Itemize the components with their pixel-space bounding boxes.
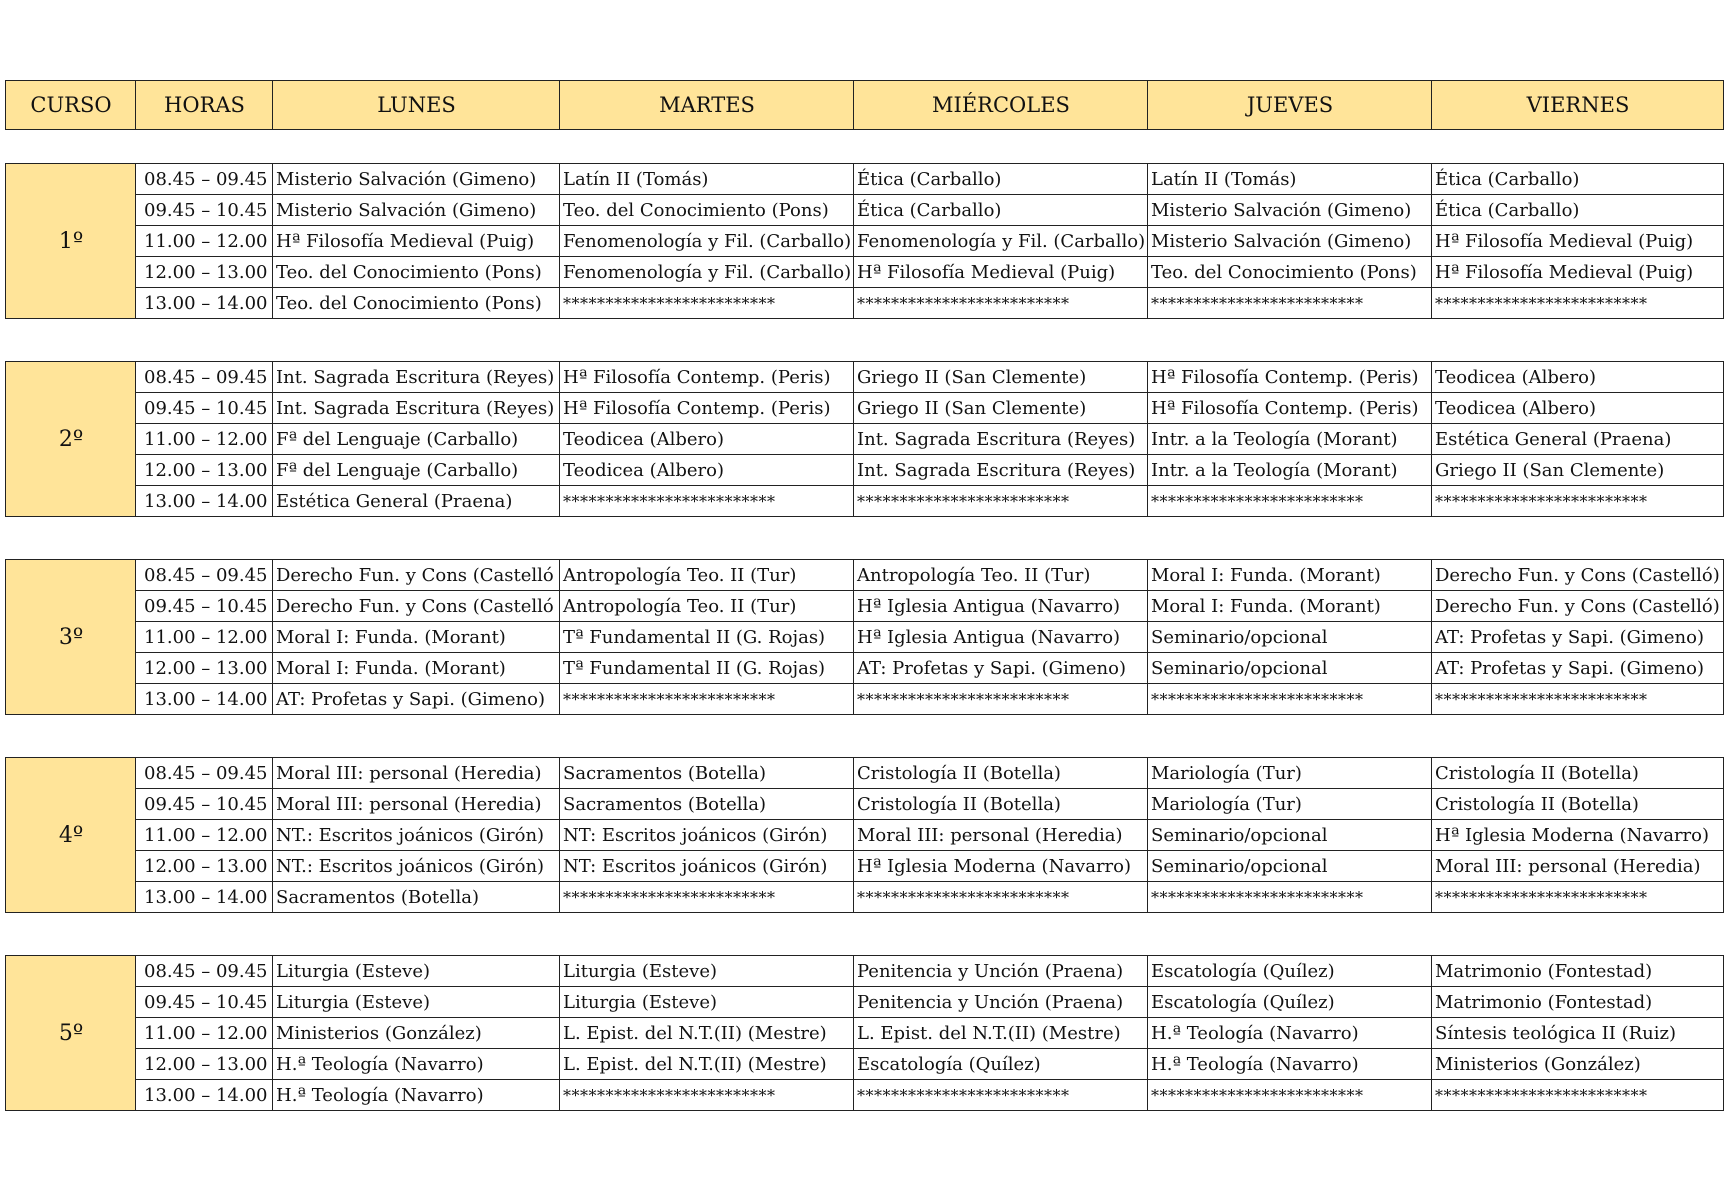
class-cell-martes: Liturgia (Esteve) [560,987,854,1018]
schedule-row [6,288,1724,319]
class-cell-lunes: Hª Filosofía Medieval (Puig) [273,226,560,257]
class-cell-jueves: Misterio Salvación (Gimeno) [1148,195,1432,226]
schedule-row [6,591,1724,622]
class-cell-lunes: Fª del Lenguaje (Carballo) [273,424,560,455]
class-cell-lunes: NT.: Escritos joánicos (Girón) [273,851,560,882]
course-label: 5º [6,956,136,1111]
class-cell-jueves: H.ª Teología (Navarro) [1148,1049,1432,1080]
class-cell-martes: ************************* [560,882,854,913]
schedule-row [6,560,1724,591]
class-cell-viernes: Ética (Carballo) [1432,164,1724,195]
class-cell-viernes: Estética General (Praena) [1432,424,1724,455]
class-cell-jueves: Moral I: Funda. (Morant) [1148,560,1432,591]
class-cell-miercoles: Ética (Carballo) [854,195,1148,226]
class-cell-martes: L. Epist. del N.T.(II) (Mestre) [560,1049,854,1080]
class-cell-martes: Antropología Teo. II (Tur) [560,560,854,591]
class-cell-lunes: Moral III: personal (Heredia) [273,758,560,789]
course-table-4 [5,757,1724,913]
class-cell-jueves: ************************* [1148,882,1432,913]
time-slot: 13.00 – 14.00 [136,882,273,913]
header-miercoles: MIÉRCOLES [854,81,1148,130]
class-cell-jueves: Mariología (Tur) [1148,789,1432,820]
class-cell-miercoles: L. Epist. del N.T.(II) (Mestre) [854,1018,1148,1049]
class-cell-jueves: Seminario/opcional [1148,851,1432,882]
class-cell-jueves: ************************* [1148,288,1432,319]
schedule-row [6,851,1724,882]
class-cell-lunes: Teo. del Conocimiento (Pons) [273,257,560,288]
schedule-row [6,455,1724,486]
class-cell-miercoles: Int. Sagrada Escritura (Reyes) [854,455,1148,486]
class-cell-martes: Latín II (Tomás) [560,164,854,195]
time-slot: 08.45 – 09.45 [136,956,273,987]
class-cell-viernes: ************************* [1432,684,1724,715]
schedule-row [6,164,1724,195]
time-slot: 09.45 – 10.45 [136,987,273,1018]
course-table-3 [5,559,1724,715]
schedule-row [6,622,1724,653]
time-slot: 13.00 – 14.00 [136,1080,273,1111]
class-cell-jueves: Teo. del Conocimiento (Pons) [1148,257,1432,288]
class-cell-miercoles: Fenomenología y Fil. (Carballo) [854,226,1148,257]
class-cell-lunes: NT.: Escritos joánicos (Girón) [273,820,560,851]
course-label: 4º [6,758,136,913]
schedule-row [6,257,1724,288]
class-cell-martes: Tª Fundamental II (G. Rojas) [560,622,854,653]
class-cell-lunes: Derecho Fun. y Cons (Castelló [273,591,560,622]
class-cell-jueves: ************************* [1148,486,1432,517]
class-cell-viernes: Hª Filosofía Medieval (Puig) [1432,257,1724,288]
schedule-row [6,1049,1724,1080]
time-slot: 12.00 – 13.00 [136,455,273,486]
class-cell-miercoles: ************************* [854,1080,1148,1111]
schedule-row [6,987,1724,1018]
schedule-row [6,653,1724,684]
class-cell-viernes: Cristología II (Botella) [1432,789,1724,820]
header-curso: CURSO [6,81,136,130]
schedule-row [6,1018,1724,1049]
class-cell-miercoles: Antropología Teo. II (Tur) [854,560,1148,591]
class-cell-jueves: Intr. a la Teología (Morant) [1148,455,1432,486]
class-cell-martes: ************************* [560,684,854,715]
time-slot: 09.45 – 10.45 [136,195,273,226]
class-cell-lunes: Estética General (Praena) [273,486,560,517]
class-cell-viernes: Ética (Carballo) [1432,195,1724,226]
time-slot: 12.00 – 13.00 [136,1049,273,1080]
class-cell-lunes: Int. Sagrada Escritura (Reyes) [273,362,560,393]
schedule-row [6,684,1724,715]
class-cell-martes: Fenomenología y Fil. (Carballo) [560,257,854,288]
class-cell-miercoles: Cristología II (Botella) [854,758,1148,789]
schedule-row [6,956,1724,987]
schedule-row [6,486,1724,517]
class-cell-miercoles: Cristología II (Botella) [854,789,1148,820]
header-martes: MARTES [560,81,854,130]
class-cell-jueves: Moral I: Funda. (Morant) [1148,591,1432,622]
class-cell-martes: Teodicea (Albero) [560,455,854,486]
class-cell-miercoles: Hª Iglesia Moderna (Navarro) [854,851,1148,882]
class-cell-lunes: Teo. del Conocimiento (Pons) [273,288,560,319]
time-slot: 11.00 – 12.00 [136,424,273,455]
course-label: 3º [6,560,136,715]
class-cell-miercoles: Penitencia y Unción (Praena) [854,956,1148,987]
time-slot: 12.00 – 13.00 [136,851,273,882]
class-cell-miercoles: ************************* [854,882,1148,913]
course-table-2 [5,361,1724,517]
class-cell-martes: Sacramentos (Botella) [560,789,854,820]
class-cell-jueves: Misterio Salvación (Gimeno) [1148,226,1432,257]
class-cell-lunes: Moral I: Funda. (Morant) [273,653,560,684]
class-cell-martes: Teodicea (Albero) [560,424,854,455]
class-cell-viernes: AT: Profetas y Sapi. (Gimeno) [1432,622,1724,653]
class-cell-viernes: Derecho Fun. y Cons (Castelló) [1432,560,1724,591]
class-cell-miercoles: Hª Filosofía Medieval (Puig) [854,257,1148,288]
class-cell-viernes: Hª Iglesia Moderna (Navarro) [1432,820,1724,851]
class-cell-viernes: Teodicea (Albero) [1432,393,1724,424]
class-cell-martes: Tª Fundamental II (G. Rojas) [560,653,854,684]
class-cell-martes: Fenomenología y Fil. (Carballo) [560,226,854,257]
class-cell-jueves: Seminario/opcional [1148,820,1432,851]
class-cell-jueves: ************************* [1148,684,1432,715]
class-cell-jueves: Seminario/opcional [1148,653,1432,684]
time-slot: 12.00 – 13.00 [136,257,273,288]
class-cell-lunes: Moral III: personal (Heredia) [273,789,560,820]
schedule-row [6,820,1724,851]
schedule-row [6,1080,1724,1111]
class-cell-jueves: H.ª Teología (Navarro) [1148,1018,1432,1049]
time-slot: 08.45 – 09.45 [136,362,273,393]
class-cell-martes: ************************* [560,486,854,517]
time-slot: 11.00 – 12.00 [136,622,273,653]
class-cell-miercoles: Int. Sagrada Escritura (Reyes) [854,424,1148,455]
schedule-row [6,882,1724,913]
class-cell-lunes: Sacramentos (Botella) [273,882,560,913]
time-slot: 09.45 – 10.45 [136,591,273,622]
time-slot: 08.45 – 09.45 [136,758,273,789]
class-cell-lunes: H.ª Teología (Navarro) [273,1080,560,1111]
class-cell-viernes: Griego II (San Clemente) [1432,455,1724,486]
class-cell-viernes: Teodicea (Albero) [1432,362,1724,393]
schedule-header-table [5,80,1724,130]
class-cell-viernes: Cristología II (Botella) [1432,758,1724,789]
class-cell-viernes: ************************* [1432,882,1724,913]
time-slot: 11.00 – 12.00 [136,820,273,851]
time-slot: 11.00 – 12.00 [136,1018,273,1049]
header-lunes: LUNES [273,81,560,130]
course-table-5 [5,955,1724,1111]
time-slot: 13.00 – 14.00 [136,486,273,517]
header-row [6,81,1724,130]
class-cell-jueves: Escatología (Quílez) [1148,987,1432,1018]
class-cell-lunes: Liturgia (Esteve) [273,956,560,987]
course-label: 2º [6,362,136,517]
class-cell-martes: Teo. del Conocimiento (Pons) [560,195,854,226]
class-cell-lunes: Misterio Salvación (Gimeno) [273,164,560,195]
class-cell-miercoles: Griego II (San Clemente) [854,393,1148,424]
class-cell-jueves: Mariología (Tur) [1148,758,1432,789]
header-jueves: JUEVES [1148,81,1432,130]
class-cell-martes: NT: Escritos joánicos (Girón) [560,820,854,851]
class-cell-martes: Antropología Teo. II (Tur) [560,591,854,622]
class-cell-viernes: Derecho Fun. y Cons (Castelló) [1432,591,1724,622]
class-cell-miercoles: Ética (Carballo) [854,164,1148,195]
class-cell-viernes: Moral III: personal (Heredia) [1432,851,1724,882]
time-slot: 09.45 – 10.45 [136,393,273,424]
class-cell-martes: Liturgia (Esteve) [560,956,854,987]
class-cell-miercoles: Hª Iglesia Antigua (Navarro) [854,591,1148,622]
class-cell-lunes: H.ª Teología (Navarro) [273,1049,560,1080]
class-cell-viernes: Síntesis teológica II (Ruiz) [1432,1018,1724,1049]
class-cell-viernes: Matrimonio (Fontestad) [1432,956,1724,987]
class-cell-jueves: Latín II (Tomás) [1148,164,1432,195]
schedule-row [6,195,1724,226]
class-cell-miercoles: AT: Profetas y Sapi. (Gimeno) [854,653,1148,684]
class-cell-lunes: Moral I: Funda. (Morant) [273,622,560,653]
class-cell-miercoles: ************************* [854,684,1148,715]
class-cell-martes: ************************* [560,288,854,319]
time-slot: 13.00 – 14.00 [136,684,273,715]
class-cell-martes: Sacramentos (Botella) [560,758,854,789]
course-label: 1º [6,164,136,319]
class-cell-miercoles: Griego II (San Clemente) [854,362,1148,393]
class-cell-jueves: Hª Filosofía Contemp. (Peris) [1148,362,1432,393]
schedule-row [6,226,1724,257]
class-cell-miercoles: ************************* [854,486,1148,517]
class-cell-martes: Hª Filosofía Contemp. (Peris) [560,393,854,424]
class-cell-martes: ************************* [560,1080,854,1111]
time-slot: 08.45 – 09.45 [136,560,273,591]
class-cell-viernes: ************************* [1432,1080,1724,1111]
class-cell-martes: Hª Filosofía Contemp. (Peris) [560,362,854,393]
schedule-row [6,758,1724,789]
class-cell-martes: NT: Escritos joánicos (Girón) [560,851,854,882]
schedule-row [6,393,1724,424]
class-cell-miercoles: Moral III: personal (Heredia) [854,820,1148,851]
class-cell-miercoles: ************************* [854,288,1148,319]
class-cell-jueves: Hª Filosofía Contemp. (Peris) [1148,393,1432,424]
class-cell-jueves: Intr. a la Teología (Morant) [1148,424,1432,455]
class-cell-jueves: Escatología (Quílez) [1148,956,1432,987]
time-slot: 13.00 – 14.00 [136,288,273,319]
class-cell-viernes: Ministerios (González) [1432,1049,1724,1080]
course-table-1 [5,163,1724,319]
schedule-row [6,789,1724,820]
class-cell-jueves: Seminario/opcional [1148,622,1432,653]
class-cell-miercoles: Penitencia y Unción (Praena) [854,987,1148,1018]
class-cell-viernes: ************************* [1432,486,1724,517]
class-cell-miercoles: Escatología (Quílez) [854,1049,1148,1080]
class-cell-lunes: Derecho Fun. y Cons (Castelló [273,560,560,591]
class-cell-viernes: Hª Filosofía Medieval (Puig) [1432,226,1724,257]
class-cell-lunes: Int. Sagrada Escritura (Reyes) [273,393,560,424]
class-cell-lunes: Fª del Lenguaje (Carballo) [273,455,560,486]
time-slot: 12.00 – 13.00 [136,653,273,684]
class-cell-lunes: Ministerios (González) [273,1018,560,1049]
time-slot: 11.00 – 12.00 [136,226,273,257]
time-slot: 09.45 – 10.45 [136,789,273,820]
header-horas: HORAS [136,81,273,130]
class-cell-jueves: ************************* [1148,1080,1432,1111]
class-cell-viernes: Matrimonio (Fontestad) [1432,987,1724,1018]
time-slot: 08.45 – 09.45 [136,164,273,195]
class-cell-lunes: Misterio Salvación (Gimeno) [273,195,560,226]
schedule-row [6,362,1724,393]
class-cell-lunes: Liturgia (Esteve) [273,987,560,1018]
header-viernes: VIERNES [1432,81,1724,130]
schedule-row [6,424,1724,455]
class-cell-lunes: AT: Profetas y Sapi. (Gimeno) [273,684,560,715]
class-cell-viernes: ************************* [1432,288,1724,319]
class-cell-viernes: AT: Profetas y Sapi. (Gimeno) [1432,653,1724,684]
class-cell-martes: L. Epist. del N.T.(II) (Mestre) [560,1018,854,1049]
class-cell-miercoles: Hª Iglesia Antigua (Navarro) [854,622,1148,653]
